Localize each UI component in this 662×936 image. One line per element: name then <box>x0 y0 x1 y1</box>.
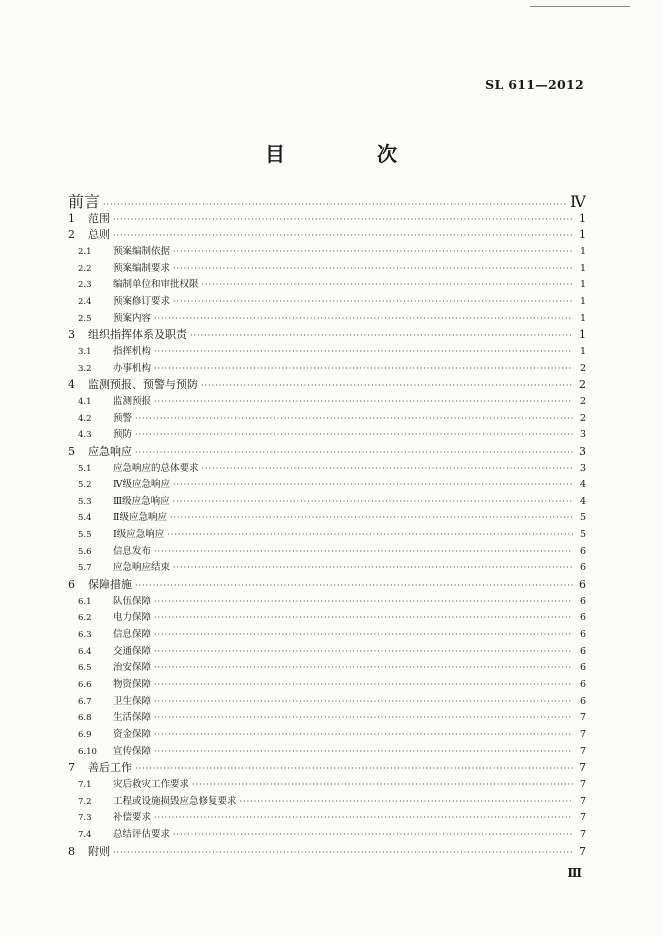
dot-leader <box>154 361 573 378</box>
dot-leader <box>202 461 573 478</box>
toc-entry-label: 应急响应的总体要求 <box>113 462 199 474</box>
toc-entry-label: 应急响应 <box>88 444 132 458</box>
toc-entry-page: 6 <box>579 562 586 574</box>
dot-leader <box>201 378 573 394</box>
toc-entry-label: 预案修订要求 <box>113 295 171 307</box>
toc-entry-label: 预警 <box>113 412 133 424</box>
dot-leader <box>173 294 573 311</box>
toc-entry[interactable] <box>68 560 586 577</box>
toc-entry-page: 1 <box>579 295 586 307</box>
toc-entry-label: Ⅰ级应急响应 <box>113 529 165 541</box>
toc-entry-page: 7 <box>579 712 586 724</box>
toc-entry-label: 治安保障 <box>113 662 152 674</box>
toc-entry-page: 2 <box>579 362 586 374</box>
toc-entry[interactable] <box>68 777 586 794</box>
toc-entry-page: 7 <box>579 812 586 824</box>
toc-entry[interactable] <box>68 544 586 561</box>
toc-entry[interactable] <box>68 577 586 594</box>
toc-entry-page: 7 <box>579 844 586 858</box>
toc-entry[interactable] <box>68 760 586 777</box>
toc-entry-page: 7 <box>579 795 586 807</box>
toc-entry-label: 范围 <box>88 211 110 225</box>
toc-entry[interactable] <box>68 710 586 727</box>
dot-leader <box>167 527 573 544</box>
dot-leader <box>154 644 573 661</box>
toc-entry-page: 6 <box>579 645 586 657</box>
toc-entry-page: 6 <box>579 595 586 607</box>
toc-entry-label: 总结评估要求 <box>113 828 171 840</box>
toc-entry[interactable] <box>68 277 586 294</box>
toc-entry-number: 7.1 <box>78 779 92 790</box>
toc-entry-label: 信息发布 <box>113 545 152 557</box>
toc-entry-page: 2 <box>579 395 586 407</box>
toc-entry-page: 7 <box>579 745 586 757</box>
toc-entry-label: 总则 <box>88 228 110 242</box>
toc-entry-label: 物资保障 <box>113 679 152 691</box>
toc-entry-number: 5.1 <box>78 463 92 474</box>
toc-entry[interactable] <box>68 427 586 444</box>
toc-entry[interactable] <box>68 627 586 644</box>
dot-leader <box>173 261 573 278</box>
toc-entry[interactable] <box>68 727 586 744</box>
toc-entry-page: 1 <box>579 328 586 342</box>
toc-entry[interactable] <box>68 211 586 228</box>
toc-entry-number: 3.1 <box>78 346 92 357</box>
toc-entry-number: 4.2 <box>78 413 92 424</box>
top-rule <box>530 6 630 7</box>
toc-entry-page: 1 <box>579 211 586 225</box>
toc-entry-number: 6.3 <box>78 630 92 641</box>
dot-leader <box>154 311 573 328</box>
toc-entry-number: 5.6 <box>78 546 92 557</box>
toc-entry-label: 前言 <box>68 194 101 211</box>
toc-entry[interactable] <box>68 694 586 711</box>
toc-entry[interactable] <box>68 327 586 344</box>
toc-entry-page: 7 <box>579 761 586 775</box>
dot-leader <box>154 344 573 361</box>
toc-entry-label: 编制单位和审批权限 <box>113 279 199 291</box>
toc-entry-page: 6 <box>579 578 586 592</box>
toc-entry-number: 4.3 <box>78 430 92 441</box>
toc-entry-number: 6.1 <box>78 596 92 607</box>
dot-leader <box>190 328 573 344</box>
toc-entry-number: 5.7 <box>78 563 92 574</box>
toc-entry[interactable] <box>68 527 586 544</box>
toc-entry-label: 预防 <box>113 429 133 441</box>
toc-entry-label: 工程或设施损毁应急修复要求 <box>113 795 237 807</box>
dot-leader <box>170 510 573 527</box>
toc-entry-label: 指挥机构 <box>113 345 152 357</box>
dot-leader <box>135 761 573 777</box>
toc-entry-page: 6 <box>579 679 586 691</box>
toc-entry-label: 资金保障 <box>113 729 152 740</box>
toc-entry-page: 1 <box>579 228 586 242</box>
dot-leader <box>154 660 573 677</box>
dot-leader <box>154 727 573 744</box>
dot-leader <box>113 845 573 861</box>
dot-leader <box>135 411 573 428</box>
toc-entry[interactable] <box>68 377 586 394</box>
dot-leader <box>173 494 573 511</box>
toc-entry-page: 6 <box>579 612 586 624</box>
toc-entry-number: 5.3 <box>78 496 92 507</box>
toc-entry-number: 4 <box>68 378 75 392</box>
dot-leader <box>173 827 573 844</box>
toc-entry-number: 7 <box>68 761 75 775</box>
toc-entry-number: 2.3 <box>78 280 92 291</box>
table-of-contents <box>68 194 586 860</box>
toc-entry-label: 交通保障 <box>113 645 152 657</box>
toc-entry-number: 6.7 <box>78 696 92 707</box>
toc-entry-page: 5 <box>579 512 586 524</box>
toc-entry-number: 2 <box>68 228 75 242</box>
toc-entry[interactable] <box>68 660 586 677</box>
toc-entry-page: 3 <box>579 444 586 458</box>
toc-entry-number: 6.10 <box>78 746 97 757</box>
dot-leader <box>113 228 573 244</box>
toc-entry-label: 灾后救灾工作要求 <box>113 778 190 790</box>
toc-entry-page: 4 <box>579 479 586 491</box>
toc-entry-page: 5 <box>579 529 586 541</box>
toc-entry[interactable] <box>68 827 586 844</box>
toc-entry-page: 7 <box>579 828 586 840</box>
toc-entry-page: 7 <box>579 778 586 790</box>
toc-entry[interactable] <box>68 227 586 244</box>
page-title: 目 次 <box>265 142 433 166</box>
toc-entry[interactable] <box>68 744 586 761</box>
toc-entry[interactable] <box>68 394 586 411</box>
dot-leader <box>173 244 573 261</box>
toc-entry-number: 6.5 <box>78 663 92 674</box>
toc-entry-number: 8 <box>68 844 75 858</box>
dot-leader <box>113 212 573 228</box>
toc-entry-page: 6 <box>579 662 586 674</box>
toc-entry-label: 办事机构 <box>113 362 152 374</box>
dot-leader <box>154 810 573 827</box>
toc-entry[interactable] <box>68 610 586 627</box>
toc-entry[interactable] <box>68 794 586 811</box>
toc-entry-page: 6 <box>579 695 586 707</box>
toc-entry-page: 1 <box>579 345 586 357</box>
toc-entry-label: 监测预报 <box>113 395 152 407</box>
toc-entry-label: 卫生保障 <box>113 695 152 707</box>
toc-entry-number: 5.2 <box>78 480 92 491</box>
toc-entry-page: 1 <box>579 262 586 274</box>
toc-entry-page: 2 <box>579 378 586 392</box>
toc-entry[interactable] <box>68 461 586 478</box>
dot-leader <box>103 197 567 211</box>
toc-entry[interactable] <box>68 311 586 328</box>
dot-leader <box>173 560 573 577</box>
toc-entry[interactable] <box>68 644 586 661</box>
toc-entry[interactable] <box>68 261 586 278</box>
toc-entry-label: Ⅱ级应急响应 <box>113 512 167 524</box>
toc-entry[interactable] <box>68 810 586 827</box>
toc-entry[interactable] <box>68 510 586 527</box>
toc-entry-label: 监测预报、预警与预防 <box>88 378 198 392</box>
toc-entry-page: 4 <box>579 495 586 507</box>
toc-entry-number: 1 <box>68 211 75 225</box>
toc-entry-number: 6.8 <box>78 713 92 724</box>
toc-entry-label: Ⅳ级应急响应 <box>113 479 170 491</box>
toc-entry[interactable] <box>68 244 586 261</box>
toc-entry-number: 5 <box>68 444 75 458</box>
dot-leader <box>154 694 573 711</box>
toc-entry-number: 7.4 <box>78 829 92 840</box>
toc-entry-label: 电力保障 <box>113 612 152 624</box>
toc-entry-page: 1 <box>579 312 586 324</box>
toc-entry[interactable] <box>68 344 586 361</box>
toc-entry-label: 预案编制依据 <box>113 245 171 257</box>
toc-entry[interactable] <box>68 677 586 694</box>
toc-entry-number: 6.2 <box>78 613 92 624</box>
toc-entry[interactable] <box>68 444 586 461</box>
dot-leader <box>202 277 573 294</box>
toc-entry-number: 4.1 <box>78 396 92 407</box>
toc-entry[interactable] <box>68 594 586 611</box>
toc-entry-number: 3 <box>68 328 75 342</box>
toc-entry-number: 2.2 <box>78 263 92 274</box>
toc-entry-label: 善后工作 <box>88 761 132 775</box>
toc-entry-page: 7 <box>579 729 586 740</box>
document-number: SL 611—2012 <box>485 77 584 92</box>
toc-entry-label: 应急响应结束 <box>113 562 171 574</box>
dot-leader <box>135 578 573 594</box>
toc-entry-label: 组织指挥体系及职责 <box>88 328 187 342</box>
toc-entry-page: 2 <box>579 412 586 424</box>
toc-entry[interactable] <box>68 494 586 511</box>
dot-leader <box>154 544 573 561</box>
dot-leader <box>154 677 573 694</box>
toc-entry-label: 保障措施 <box>88 578 132 592</box>
toc-entry-number: 5.5 <box>78 530 92 541</box>
toc-entry-number: 5.4 <box>78 513 92 524</box>
toc-entry[interactable] <box>68 294 586 311</box>
dot-leader <box>154 610 573 627</box>
dot-leader <box>135 427 573 444</box>
toc-entry-page: 1 <box>579 245 586 257</box>
dot-leader <box>154 627 573 644</box>
toc-entry[interactable] <box>68 361 586 378</box>
toc-entry-number: 6 <box>68 578 75 592</box>
dot-leader <box>154 710 573 727</box>
toc-entry-number: 6.4 <box>78 646 92 657</box>
toc-entry-number: 6.9 <box>78 730 92 740</box>
toc-entry-label: 预案内容 <box>113 312 152 324</box>
page-number: Ⅲ <box>567 866 582 880</box>
toc-entry-label: 队伍保障 <box>113 595 152 607</box>
toc-entry[interactable] <box>68 411 586 428</box>
toc-entry-number: 2.5 <box>78 313 92 324</box>
toc-entry-label: Ⅲ级应急响应 <box>113 495 170 507</box>
dot-leader <box>154 394 573 411</box>
toc-entry-number: 3.2 <box>78 363 92 374</box>
toc-entry-page: 1 <box>579 279 586 291</box>
toc-entry-number: 7.3 <box>78 813 92 824</box>
dot-leader <box>240 794 573 811</box>
toc-entry-number: 2.4 <box>78 296 92 307</box>
toc-entry-number: 6.6 <box>78 680 92 691</box>
toc-entry-page: 6 <box>579 545 586 557</box>
toc-entry-page: Ⅳ <box>570 194 586 211</box>
toc-entry-label: 信息保障 <box>113 629 152 641</box>
toc-entry[interactable] <box>68 194 586 211</box>
dot-leader <box>135 445 573 461</box>
toc-entry-label: 生活保障 <box>113 712 152 724</box>
toc-entry-label: 预案编制要求 <box>113 262 171 274</box>
toc-entry[interactable] <box>68 844 586 861</box>
toc-entry-page: 6 <box>579 629 586 641</box>
dot-leader <box>154 594 573 611</box>
toc-entry-label: 宣传保障 <box>113 745 152 757</box>
toc-entry-label: 补偿要求 <box>113 812 152 824</box>
toc-entry-page: 3 <box>579 429 586 441</box>
toc-entry-number: 2.1 <box>78 246 92 257</box>
dot-leader <box>192 777 573 794</box>
toc-entry-page: 3 <box>579 462 586 474</box>
toc-entry-number: 7.2 <box>78 796 92 807</box>
dot-leader <box>154 744 573 761</box>
dot-leader <box>173 477 573 494</box>
toc-entry-label: 附则 <box>88 844 110 858</box>
toc-entry[interactable] <box>68 477 586 494</box>
